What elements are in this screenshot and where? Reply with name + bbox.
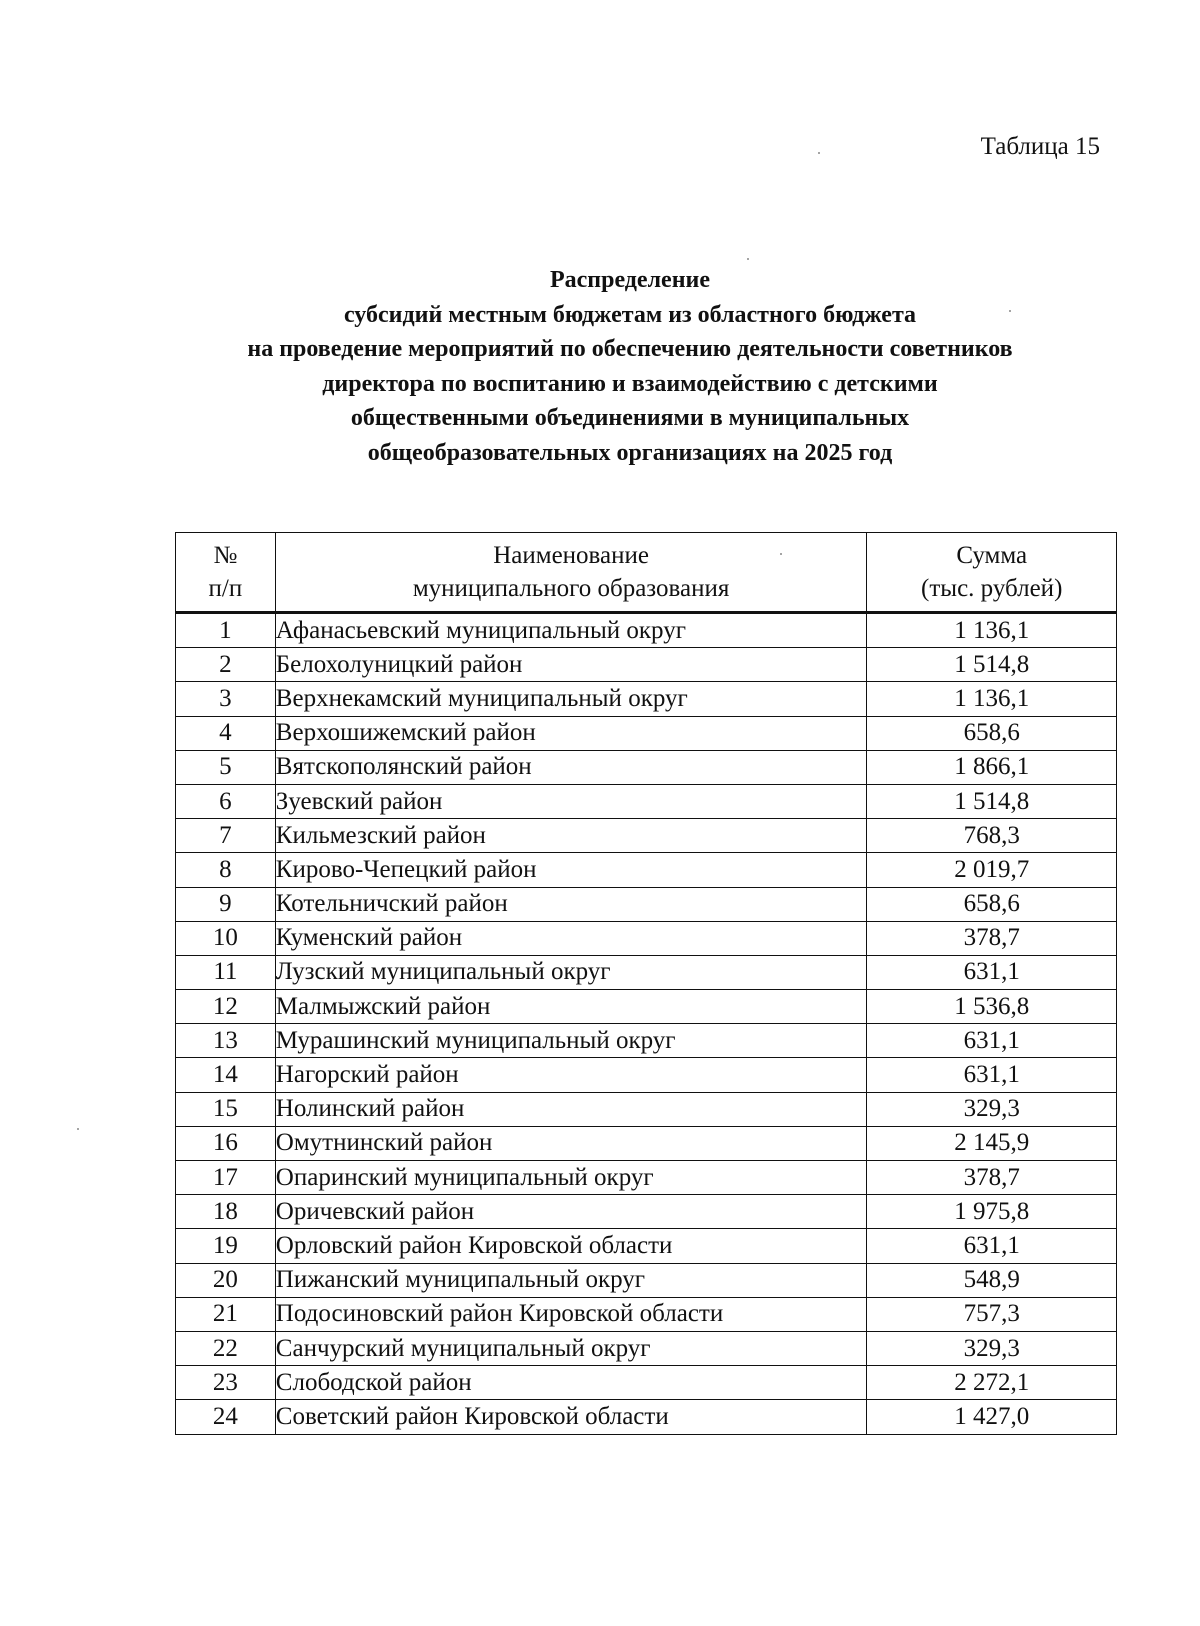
municipality-name-cell: Нолинский район <box>275 1092 867 1126</box>
table-row <box>176 887 1117 921</box>
amount-cell: 1 136,1 <box>867 613 1117 648</box>
table-row <box>176 784 1117 818</box>
column-header-sum <box>867 533 1117 613</box>
municipality-name-cell: Малмыжский район <box>275 990 867 1024</box>
table-row <box>176 1126 1117 1160</box>
row-number-cell: 7 <box>176 819 276 853</box>
heading-line: директора по воспитанию и взаимодействию с детскими <box>322 370 938 397</box>
municipality-name-cell: Слободской район <box>275 1366 867 1400</box>
document-heading <box>140 263 1120 470</box>
scan-speck <box>818 152 820 154</box>
row-number-cell: 9 <box>176 887 276 921</box>
amount-cell: 1 866,1 <box>867 750 1117 784</box>
amount-cell: 1 536,8 <box>867 990 1117 1024</box>
row-number-cell: 2 <box>176 648 276 682</box>
heading-line: общеобразовательных организациях на 2025 год <box>367 439 893 466</box>
table-row <box>176 1366 1117 1400</box>
amount-cell: 548,9 <box>867 1263 1117 1297</box>
row-number-cell: 15 <box>176 1092 276 1126</box>
table-row <box>176 1058 1117 1092</box>
row-number-cell: 4 <box>176 716 276 750</box>
table-row <box>176 648 1117 682</box>
row-number-cell: 11 <box>176 955 276 989</box>
municipality-name-cell: Подосиновский район Кировской области <box>275 1297 867 1331</box>
municipality-name-cell: Санчурский муниципальный округ <box>275 1331 867 1365</box>
row-number-cell: 23 <box>176 1366 276 1400</box>
amount-cell: 2 019,7 <box>867 853 1117 887</box>
row-number-cell: 16 <box>176 1126 276 1160</box>
municipality-name-cell: Кирово-Чепецкий район <box>275 853 867 887</box>
amount-cell: 658,6 <box>867 716 1117 750</box>
municipality-name-cell: Советский район Кировской области <box>275 1400 867 1434</box>
table-row <box>176 682 1117 716</box>
table-row <box>176 1229 1117 1263</box>
scan-speck <box>1009 310 1011 312</box>
heading-line: Распределение <box>549 267 711 293</box>
table-row <box>176 921 1117 955</box>
table-body <box>176 613 1117 1435</box>
amount-cell: 378,7 <box>867 921 1117 955</box>
row-number-cell: 17 <box>176 1161 276 1195</box>
row-number-cell: 13 <box>176 1024 276 1058</box>
column-header-number-line2: п/п <box>208 575 243 602</box>
amount-cell: 631,1 <box>867 1229 1117 1263</box>
amount-cell: 2 145,9 <box>867 1126 1117 1160</box>
subsidy-table <box>175 532 1117 1435</box>
amount-cell: 2 272,1 <box>867 1366 1117 1400</box>
row-number-cell: 8 <box>176 853 276 887</box>
column-header-sum-line1: Сумма <box>956 542 1028 569</box>
municipality-name-cell: Вятскополянский район <box>275 750 867 784</box>
municipality-name-cell: Зуевский район <box>275 784 867 818</box>
row-number-cell: 20 <box>176 1263 276 1297</box>
table-row <box>176 716 1117 750</box>
table-row <box>176 613 1117 648</box>
row-number-cell: 10 <box>176 921 276 955</box>
municipality-name-cell: Котельничский район <box>275 887 867 921</box>
municipality-name-cell: Мурашинский муниципальный округ <box>275 1024 867 1058</box>
row-number-cell: 5 <box>176 750 276 784</box>
amount-cell: 1 514,8 <box>867 648 1117 682</box>
heading-line: на проведение мероприятий по обеспечению деятельности советников <box>247 336 1013 362</box>
municipality-name-cell: Омутнинский район <box>275 1126 867 1160</box>
scan-speck <box>77 1128 79 1130</box>
table-header-row <box>176 533 1117 613</box>
row-number-cell: 14 <box>176 1058 276 1092</box>
municipality-name-cell: Кильмезский район <box>275 819 867 853</box>
municipality-name-cell: Верхошижемский район <box>275 716 867 750</box>
heading-line: общественными объединениями в муниципальных <box>350 405 910 431</box>
row-number-cell: 19 <box>176 1229 276 1263</box>
amount-cell: 329,3 <box>867 1092 1117 1126</box>
amount-cell: 631,1 <box>867 1058 1117 1092</box>
table-row <box>176 1024 1117 1058</box>
municipality-name-cell: Афанасьевский муниципальный округ <box>275 613 867 648</box>
column-header-number-line1: № <box>213 542 238 569</box>
municipality-name-cell: Лузский муниципальный округ <box>275 955 867 989</box>
amount-cell: 1 514,8 <box>867 784 1117 818</box>
table-row <box>176 1400 1117 1434</box>
table-row <box>176 819 1117 853</box>
table-row <box>176 1297 1117 1331</box>
row-number-cell: 3 <box>176 682 276 716</box>
amount-cell: 631,1 <box>867 955 1117 989</box>
table-row <box>176 750 1117 784</box>
row-number-cell: 6 <box>176 784 276 818</box>
table-row <box>176 1331 1117 1365</box>
row-number-cell: 12 <box>176 990 276 1024</box>
column-header-name-line2: муниципального образования <box>412 575 730 602</box>
scan-speck <box>747 258 749 260</box>
column-header-sum-line2: (тыс. рублей) <box>921 575 1063 602</box>
amount-cell: 631,1 <box>867 1024 1117 1058</box>
municipality-name-cell: Пижанский муниципальный округ <box>275 1263 867 1297</box>
amount-cell: 1 427,0 <box>867 1400 1117 1434</box>
amount-cell: 1 975,8 <box>867 1195 1117 1229</box>
amount-cell: 378,7 <box>867 1161 1117 1195</box>
municipality-name-cell: Орловский район Кировской области <box>275 1229 867 1263</box>
table-row <box>176 1092 1117 1126</box>
municipality-name-cell: Нагорский район <box>275 1058 867 1092</box>
row-number-cell: 1 <box>176 613 276 648</box>
column-header-name-line1: Наименование <box>493 542 649 569</box>
column-header-name <box>275 533 867 613</box>
table-row <box>176 1161 1117 1195</box>
municipality-name-cell: Белохолуницкий район <box>275 648 867 682</box>
amount-cell: 768,3 <box>867 819 1117 853</box>
scan-speck <box>780 553 782 555</box>
municipality-name-cell: Верхнекамский муниципальный округ <box>275 682 867 716</box>
municipality-name-cell: Опаринский муниципальный округ <box>275 1161 867 1195</box>
table-number-label: Таблица 15 <box>980 133 1100 160</box>
amount-cell: 658,6 <box>867 887 1117 921</box>
row-number-cell: 18 <box>176 1195 276 1229</box>
row-number-cell: 24 <box>176 1400 276 1434</box>
heading-line: субсидий местным бюджетам из областного бюджета <box>343 301 917 328</box>
municipality-name-cell: Оричевский район <box>275 1195 867 1229</box>
column-header-number <box>176 533 276 613</box>
table-row <box>176 955 1117 989</box>
amount-cell: 329,3 <box>867 1331 1117 1365</box>
table-row <box>176 1263 1117 1297</box>
row-number-cell: 22 <box>176 1331 276 1365</box>
row-number-cell: 21 <box>176 1297 276 1331</box>
amount-cell: 1 136,1 <box>867 682 1117 716</box>
table-row <box>176 1195 1117 1229</box>
amount-cell: 757,3 <box>867 1297 1117 1331</box>
table-row <box>176 990 1117 1024</box>
table-row <box>176 853 1117 887</box>
municipality-name-cell: Куменский район <box>275 921 867 955</box>
